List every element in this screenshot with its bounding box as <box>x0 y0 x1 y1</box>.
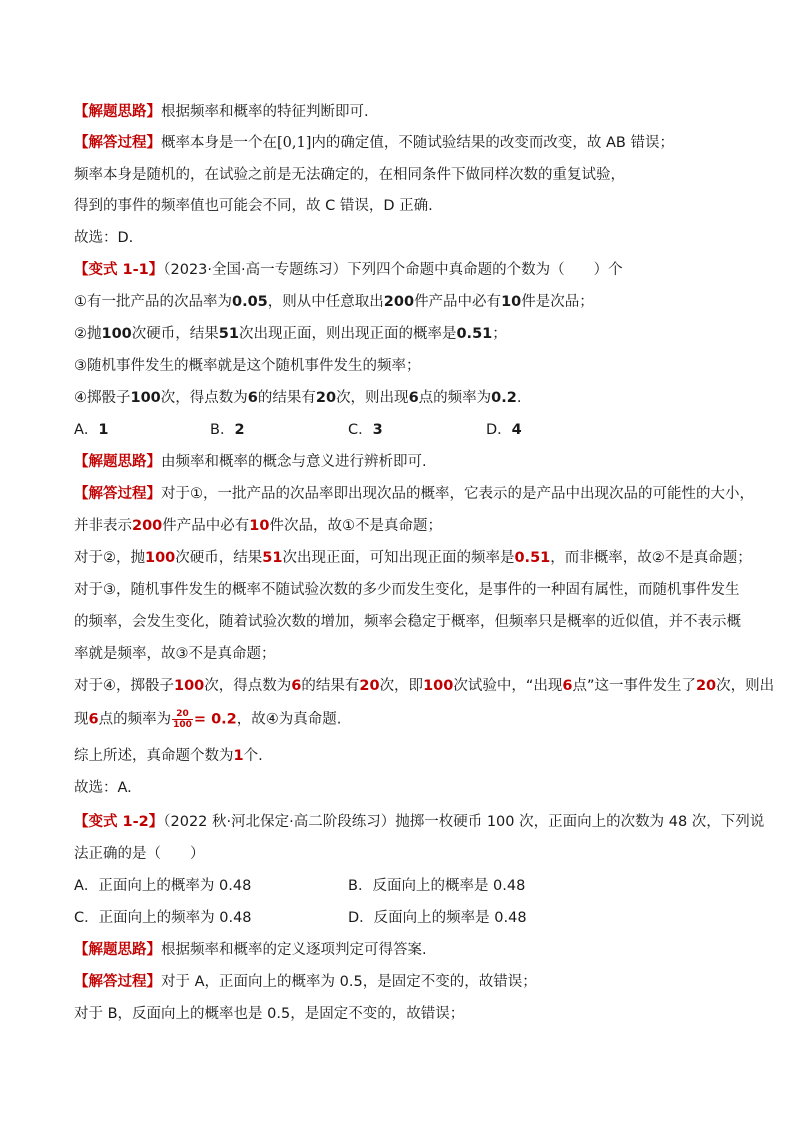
option-a-2: A．正面向上的概率为 0.48 <box>74 878 252 894</box>
process-tag: 【解答过程】 <box>74 486 161 502</box>
process-text: 对于 A，正面向上的概率为 0.5，是固定不变的，故错误； <box>161 974 537 990</box>
process-para-7: 对于④，掷骰子100次，得点数为6的结果有20次，即100次试验中，“出现6点”这一事件发生了20次，则出 <box>74 678 775 694</box>
process-tag: 【解答过程】 <box>74 135 161 151</box>
question-1-2-stem-cont: 法正确的是（ ） <box>74 846 205 862</box>
option-c-2: C．正面向上的频率为 0.48 <box>74 910 252 926</box>
process-line-3: 得到的事件的频率值也可能会不同，故 C 错误，D 正确. <box>74 198 433 214</box>
process-para-b: 对于 B，反面向上的概率也是 0.5，是固定不变的，故错误； <box>74 1006 465 1022</box>
thinking-tag: 【解题思路】 <box>74 104 161 120</box>
process-line-2: 频率本身是随机的，在试验之前是无法确定的，在相同条件下做同样次数的重复试验， <box>74 167 625 183</box>
solution-thinking-line-3 <box>74 940 427 960</box>
thinking-tag: 【解题思路】 <box>74 942 161 958</box>
process-para-2: 并非表示200件产品中必有10件次品，故①不是真命题； <box>74 518 442 534</box>
answer-line: 故选：D. <box>74 230 134 246</box>
process-para-8: 现6点的频率为 $\frac{20}{100}$ = 0.2，故④为真命题. <box>74 709 342 730</box>
process-para-5: 的频率，会发生变化，随着试验次数的增加，频率会稳定于概率，但频率只是概率的近似值，并不表示概 <box>74 614 741 630</box>
variant-tag: 【变式 1-2】 <box>74 814 164 830</box>
statement-1: ①有一批产品的次品率为0.05，则从中任意取出200件产品中必有10件是次品； <box>74 294 594 310</box>
process-text-cont: 内的确定值，不随试验结果的改变而改变，故 AB 错误； <box>311 135 674 151</box>
interval-text: [0,1] <box>277 135 312 151</box>
stem-text: （2022 秋·河北保定·高二阶段练习）抛掷一枚硬币 100 次，正面向上的次数为 48 次，下列说 <box>163 814 765 830</box>
stem-text: （2023·全国·高一专题练习）下列四个命题中真命题的个数为（ ）个 <box>163 262 623 278</box>
summary-line: 综上所述，真命题个数为1个. <box>74 748 263 764</box>
option-b: B．2 <box>210 422 245 438</box>
process-text: 概率本身是一个在 <box>161 135 277 151</box>
answer-line-2: 故选：A. <box>74 780 132 796</box>
thinking-text: 根据频率和概率的特征判断即可. <box>161 104 369 120</box>
statement-4: ④掷骰子100次，得点数为6的结果有20次，则出现6点的频率为0.2. <box>74 390 522 406</box>
statement-3: ③随机事件发生的概率就是这个随机事件发生的频率； <box>74 358 421 374</box>
question-1-1-stem <box>74 260 623 280</box>
process-tag: 【解答过程】 <box>74 974 161 990</box>
solution-thinking-line <box>74 102 369 122</box>
thinking-text: 由频率和概率的概念与意义进行辨析即可. <box>161 454 427 470</box>
process-para-4: 对于③，随机事件发生的概率不随试验次数的多少而发生变化，是事件的一种固有属性，而随机事件发生 <box>74 582 740 598</box>
process-para-3: 对于②，抛100次硬币，结果51次出现正面，可知出现正面的频率是0.51，而非概率，故②不是真命题； <box>74 550 752 566</box>
solution-process-line-3 <box>74 972 537 992</box>
option-d-2: D．反面向上的频率是 0.48 <box>348 910 527 926</box>
option-d: D．4 <box>486 422 522 438</box>
process-para-6: 率就是频率，故③不是真命题； <box>74 646 276 662</box>
option-a: A．1 <box>74 422 109 438</box>
statement-2: ②抛100次硬币，结果51次出现正面，则出现正面的概率是0.51； <box>74 326 507 342</box>
thinking-tag: 【解题思路】 <box>74 454 161 470</box>
variant-tag: 【变式 1-1】 <box>74 262 164 278</box>
question-1-2-stem <box>74 812 764 832</box>
process-text: 对于①，一批产品的次品率即出现次品的概率，它表示的是产品中出现次品的可能性的大小， <box>161 486 754 502</box>
option-b-2: B．反面向上的概率是 0.48 <box>348 878 526 894</box>
fraction: $\frac{20}{100}$ <box>173 709 192 730</box>
option-c: C．3 <box>348 422 383 438</box>
solution-thinking-line-2 <box>74 452 427 472</box>
thinking-text: 根据频率和概率的定义逐项判定可得答案. <box>161 942 427 958</box>
solution-process-line-2 <box>74 484 754 504</box>
solution-process-line <box>74 133 674 153</box>
